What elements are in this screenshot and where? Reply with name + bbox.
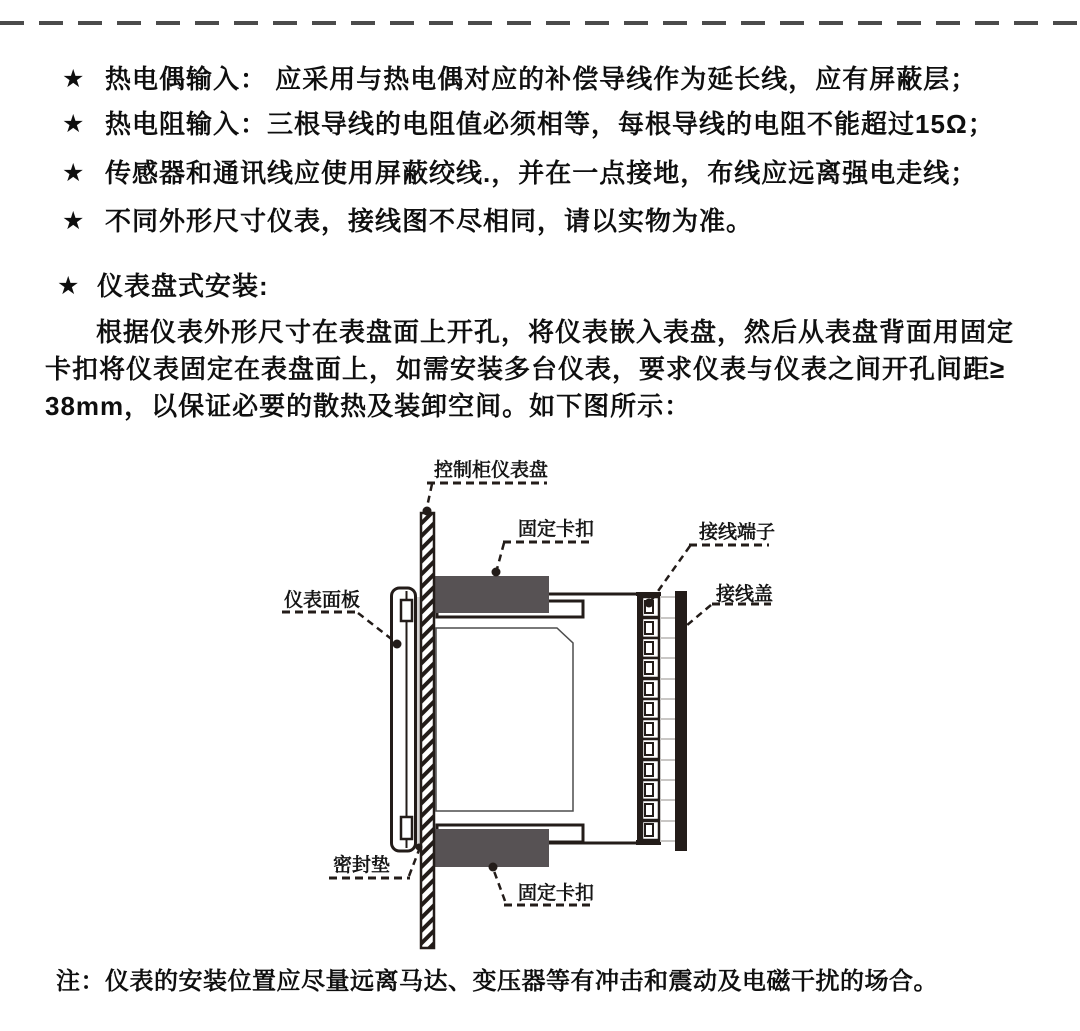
paragraph-line: 卡扣将仪表固定在表盘面上，如需安装多台仪表，要求仪表与仪表之间开孔间距≥ — [45, 354, 1006, 384]
label-fixing-clip-top: 固定卡扣 — [518, 519, 595, 540]
star-bullet-icon: ★ — [62, 207, 86, 235]
star-bullet-icon: ★ — [57, 272, 81, 300]
bullet-text: 热电阻输入：三根导线的电阻值必须相等，每根导线的电阻不能超过15Ω； — [105, 109, 995, 139]
terminal-block — [636, 592, 661, 845]
label-wiring-terminal: 接线端子 — [699, 522, 776, 543]
mounting-clip-bottom — [434, 829, 549, 867]
bullet-wiring-diagram-note — [0, 205, 1080, 237]
label-fixing-clip-bottom: 固定卡扣 — [518, 883, 595, 904]
front-bezel — [392, 588, 416, 851]
label-control-cabinet-panel: 控制柜仪表盘 — [434, 460, 549, 481]
bullet-text: 不同外形尺寸仪表，接线图不尽相同，请以实物为准。 — [105, 206, 754, 236]
note-text: 注：仪表的安装位置应尽量远离马达、变压器等有冲击和震动及电磁干扰的场合。 — [56, 968, 938, 995]
star-bullet-icon: ★ — [62, 65, 86, 93]
section-title: 仪表盘式安装: — [97, 271, 269, 301]
cabinet-panel-hatched-bar — [421, 513, 434, 948]
bezel-latch-slot-bottom — [401, 817, 412, 839]
display-module — [436, 628, 573, 811]
bullet-text: 热电偶输入： 应采用与热电偶对应的补偿导线作为延长线，应有屏蔽层； — [105, 64, 978, 94]
paragraph-line: 根据仪表外形尺寸在表盘面上开孔，将仪表嵌入表盘，然后从表盘背面用固定 — [96, 317, 1015, 347]
bullet-sensor-wiring — [0, 157, 1080, 189]
bullet-rtd-input — [0, 108, 1080, 140]
installation-paragraph — [45, 314, 1035, 425]
section-panel-mount-install — [0, 270, 1080, 302]
label-sealing-gasket: 密封垫 — [333, 855, 391, 876]
terminal-cover-gap-lines — [660, 597, 676, 841]
star-bullet-icon: ★ — [62, 110, 86, 138]
star-bullet-icon: ★ — [62, 159, 86, 187]
mounting-clip-top — [434, 576, 549, 613]
paragraph-line: 38mm，以保证必要的散热及装卸空间。如下图所示： — [45, 391, 692, 421]
bezel-latch-slot-top — [401, 600, 412, 621]
page-top-dashed-divider — [0, 21, 1080, 25]
terminal-cover-bar — [675, 591, 687, 851]
installation-diagram — [260, 448, 800, 960]
label-wiring-cover: 接线盖 — [716, 584, 774, 605]
label-instrument-front-panel: 仪表面板 — [284, 590, 361, 611]
bullet-thermocouple-input — [0, 63, 1080, 95]
bullet-text: 传感器和通讯线应使用屏蔽绞线.，并在一点接地，布线应远离强电走线； — [105, 158, 978, 188]
